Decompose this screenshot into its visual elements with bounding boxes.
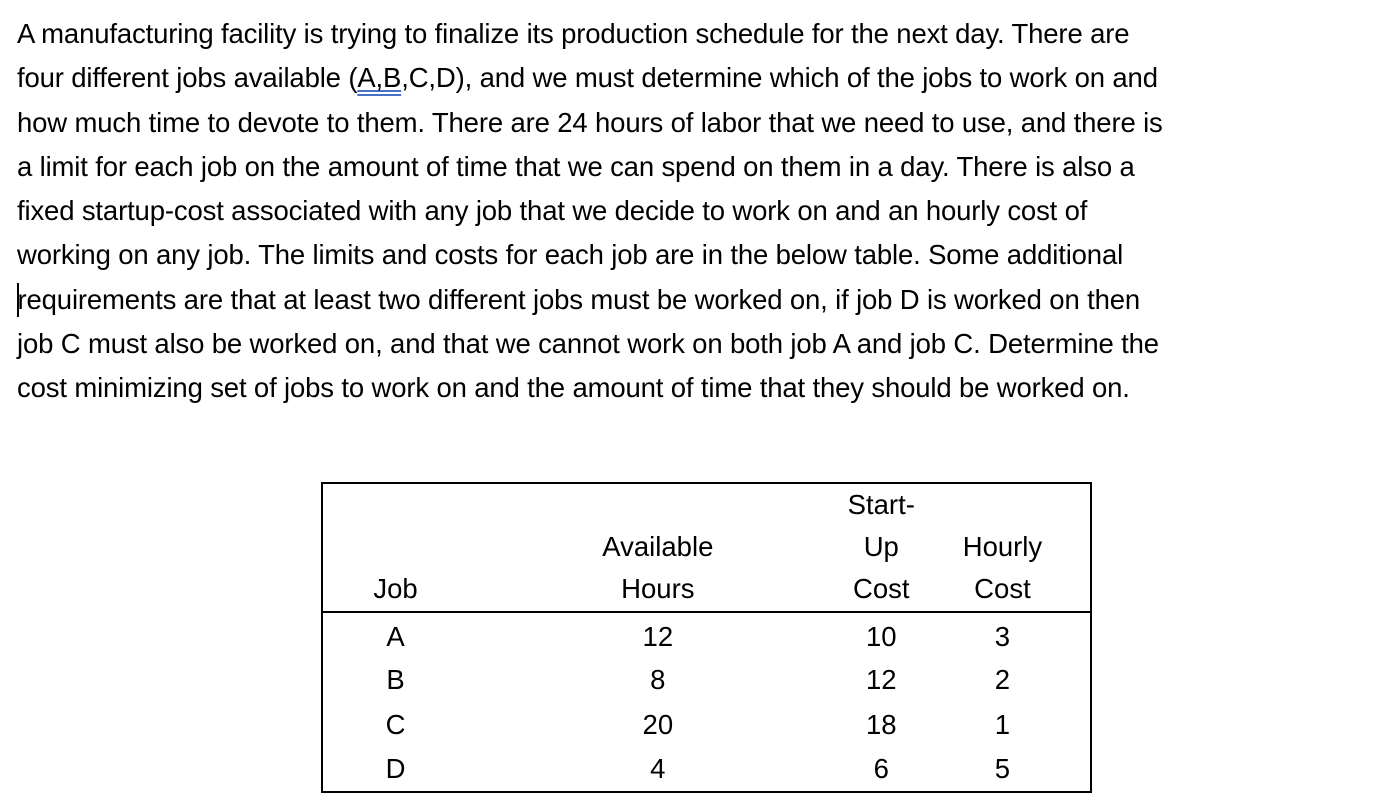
- job-data-table: [321, 482, 1092, 793]
- problem-line: [17, 278, 1362, 322]
- problem-line: a limit for each job on the amount of time that we can spend on them in a day. There is also a: [17, 150, 1135, 182]
- cell-job: B: [386, 663, 405, 695]
- problem-line-part: four different jobs available (: [17, 62, 358, 94]
- cell-job: D: [385, 753, 406, 784]
- table-row: [322, 657, 1091, 702]
- cell-hours: 8: [650, 663, 666, 695]
- cell-startup: 12: [865, 663, 897, 695]
- proofing-flagged-text[interactable]: A,B: [357, 62, 402, 94]
- cell-hourly: 1: [994, 708, 1011, 740]
- cell-hourly: 3: [994, 620, 1011, 652]
- problem-line: how much time to devote to them. There are 24 hours of labor that we need to use, and there is: [17, 106, 1163, 138]
- problem-line: [17, 56, 1362, 100]
- table-header-row: [322, 483, 1091, 612]
- cell-hours: 4: [650, 753, 666, 784]
- table-row: [322, 747, 1091, 792]
- cell-startup: 10: [865, 620, 897, 652]
- cell-hours: 12: [642, 620, 674, 652]
- problem-line-part: ), and we must determine which of the jobs to work on and: [455, 62, 1158, 94]
- problem-line: fixed startup-cost associated with any job that we decide to work on and an hourly cost of: [17, 195, 1088, 227]
- problem-statement[interactable]: [17, 12, 1362, 411]
- problem-line-part: ,C,D: [401, 62, 456, 94]
- header-available-hours: Available Hours: [468, 483, 848, 612]
- cell-hours: 20: [642, 708, 674, 740]
- cell-hourly: 5: [994, 753, 1011, 784]
- header-job: Job: [322, 483, 468, 612]
- problem-line: A manufacturing facility is trying to finalize its production schedule for the next day. There are: [17, 18, 1130, 49]
- cell-startup: 18: [865, 708, 897, 740]
- cell-hourly: 2: [994, 663, 1011, 695]
- problem-line: job C must also be worked on, and that we cannot work on both job A and job C. Determine the: [17, 328, 1159, 360]
- problem-line: working on any job. The limits and costs for each job are in the below table. Some additional: [17, 239, 1124, 271]
- problem-line: cost minimizing set of jobs to work on and the amount of time that they should be worked on.: [17, 372, 1130, 404]
- header-startup-cost: Start-Up Cost: [848, 483, 915, 612]
- cell-job: C: [385, 708, 406, 740]
- cell-job: A: [386, 620, 405, 652]
- table-row: [322, 612, 1091, 657]
- problem-line-part: requirements are that at least two different jobs must be worked on, if job D is worked on then: [17, 283, 1141, 315]
- header-hourly-cost: Hourly Cost: [915, 483, 1091, 612]
- table-row: [322, 702, 1091, 747]
- cell-startup: 6: [873, 753, 889, 784]
